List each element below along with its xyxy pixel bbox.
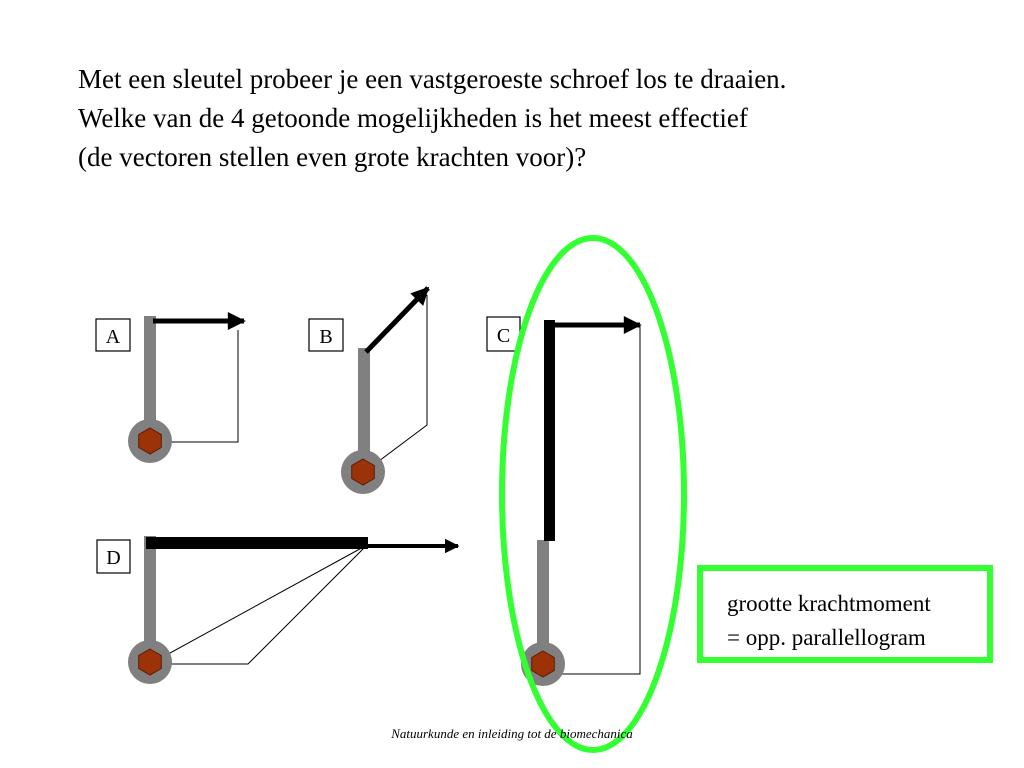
result-line-2: = opp. parallellogram bbox=[727, 625, 926, 650]
option-a-wrench-handle bbox=[144, 316, 156, 426]
option-d-wrench-handle bbox=[144, 536, 156, 648]
option-d-label: D bbox=[106, 547, 121, 569]
option-c-label: C bbox=[496, 325, 511, 347]
result-line-1: grootte krachtmoment bbox=[727, 591, 931, 616]
question-line-2: Welke van de 4 getoonde mogelijkheden is het meest effectief bbox=[78, 103, 748, 133]
footer-text: Natuurkunde en inleiding tot de biomechanica bbox=[391, 726, 633, 741]
option-b-wrench-handle bbox=[358, 348, 370, 456]
option-b bbox=[309, 288, 428, 494]
result-box bbox=[697, 565, 993, 663]
option-a-label: A bbox=[105, 326, 121, 348]
answer-highlight-ellipse bbox=[502, 238, 684, 750]
option-d-parallelogram-diagonal bbox=[150, 545, 367, 664]
option-d bbox=[97, 536, 458, 684]
option-c-wrench-extension bbox=[544, 320, 555, 541]
question-line-3: (de vectoren stellen even grote krachten voor)? bbox=[78, 142, 587, 172]
option-d-wrench-extension bbox=[146, 537, 368, 549]
option-c-parallelogram bbox=[543, 326, 640, 674]
option-b-force-vector bbox=[366, 288, 428, 352]
option-a bbox=[96, 316, 244, 463]
question-line-1: Met een sleutel probeer je een vastgeroeste schroef los te draaien. bbox=[78, 64, 787, 94]
option-b-label: B bbox=[319, 326, 333, 348]
